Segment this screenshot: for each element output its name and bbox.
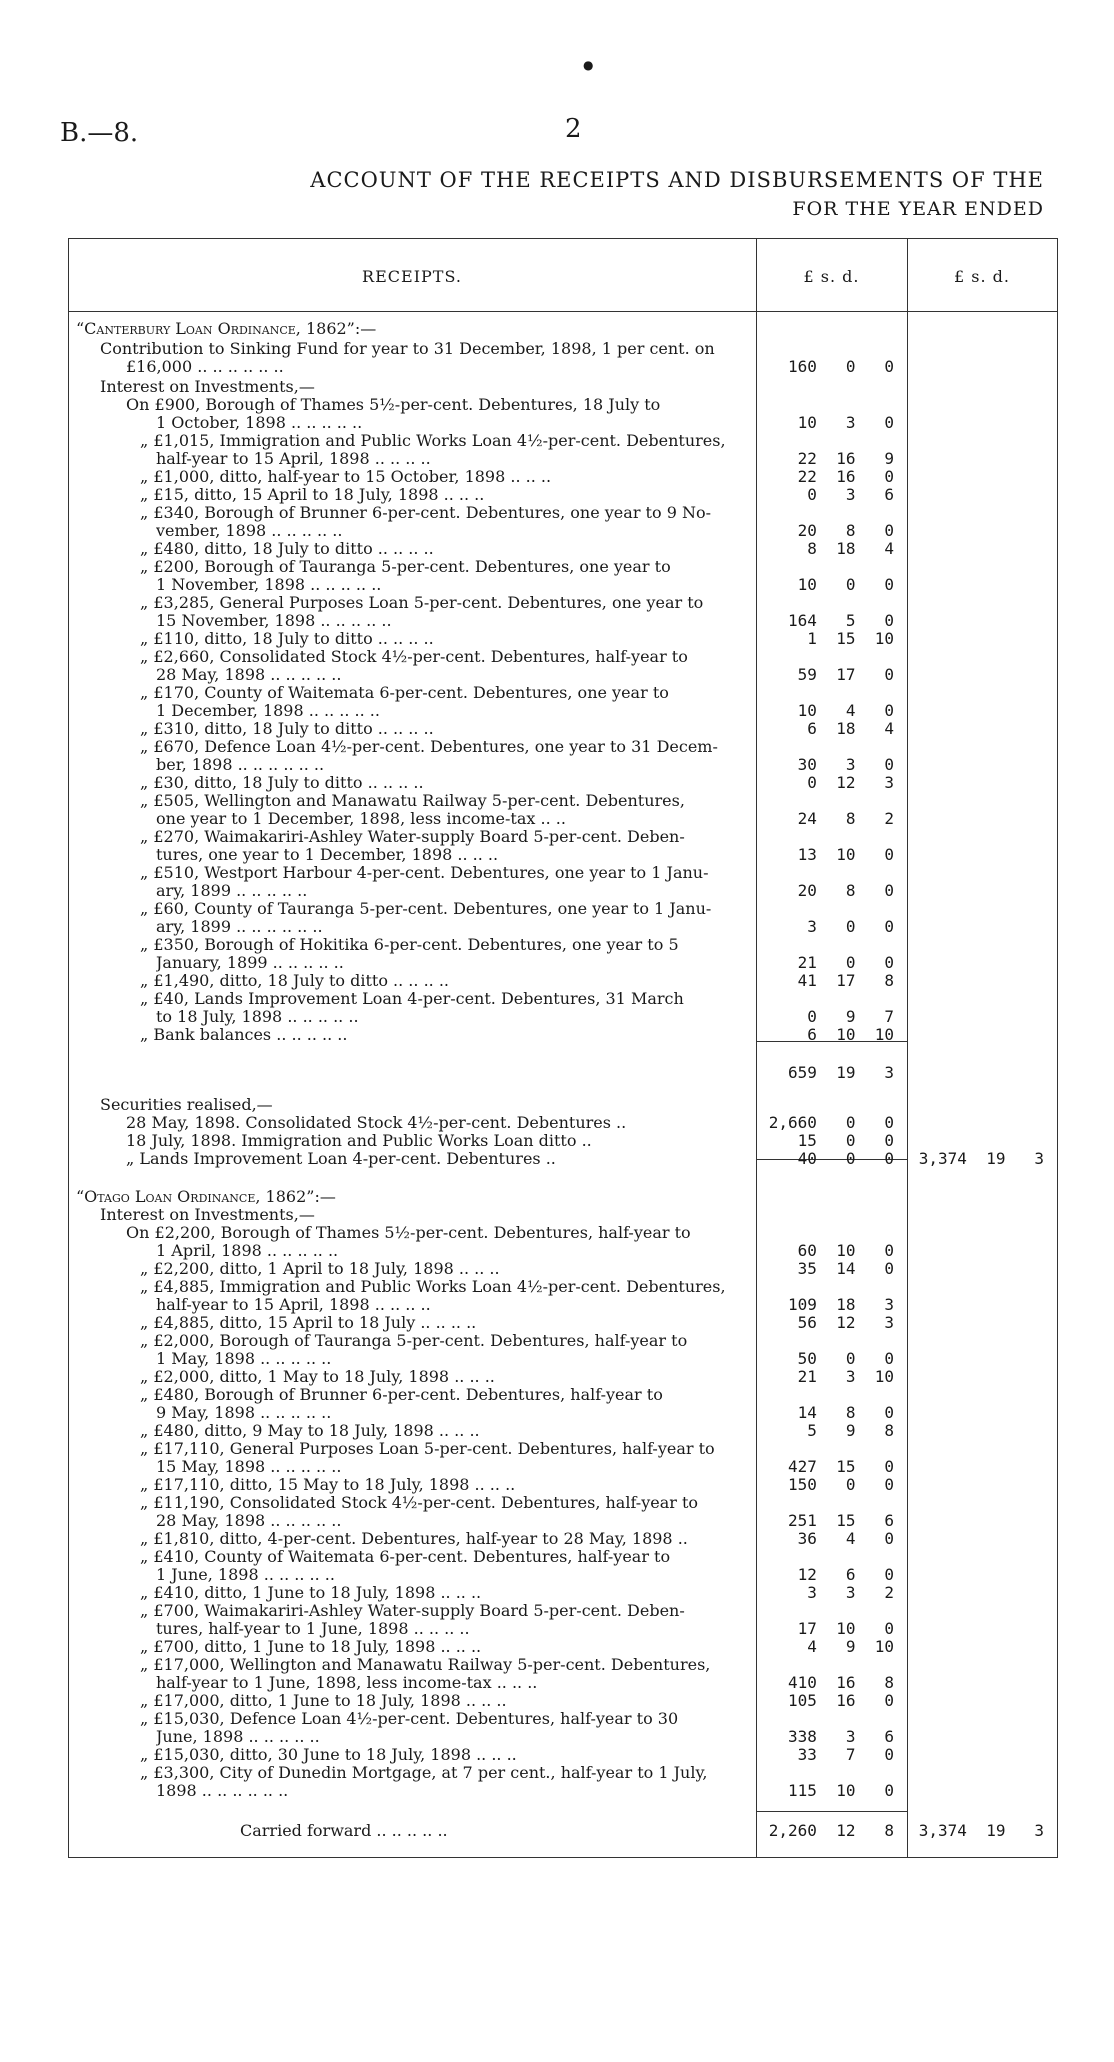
amount-cell: 10 0 0 <box>797 575 894 594</box>
entry-text: 18 July, 1898. Immigration and Public Works Loan ditto .. <box>126 1131 592 1150</box>
entry-text: On £2,200, Borough of Thames 5½-per-cent. Debentures, half-year to <box>126 1223 691 1242</box>
amount-cell: 36 4 0 <box>797 1529 894 1548</box>
entry-text: „ £350, Borough of Hokitika 6-per-cent. Debentures, one year to 5 <box>140 935 679 954</box>
amount-cell: 0 3 6 <box>807 485 894 504</box>
entry-text: ber, 1898 .. .. .. .. .. .. <box>156 755 325 774</box>
entry-text: „ £2,200, ditto, 1 April to 18 July, 1898 .. .. .. <box>140 1259 500 1278</box>
amount-cell: 4 9 10 <box>807 1637 894 1656</box>
entry-text: „ Bank balances .. .. .. .. .. <box>140 1025 348 1044</box>
amount-cell: 33 7 0 <box>797 1745 894 1764</box>
entry-text: „ £340, Borough of Brunner 6-per-cent. Debentures, one year to 9 No- <box>140 503 711 522</box>
entry-text: Carried forward .. .. .. .. .. <box>240 1821 448 1840</box>
entry-text: „ £410, County of Waitemata 6-per-cent. Debentures, half-year to <box>140 1547 671 1566</box>
amount-cell: 41 17 8 <box>797 971 894 990</box>
amount-cell: 427 15 0 <box>788 1457 894 1476</box>
entry-text: 9 May, 1898 .. .. .. .. .. <box>156 1403 332 1422</box>
money-column-1-header: £ s. d. <box>803 266 860 286</box>
amount-cell: 20 8 0 <box>797 881 894 900</box>
amount-cell: 40 0 0 <box>797 1149 894 1168</box>
entry-text: „ £2,660, Consolidated Stock 4½-per-cent. Debentures, half-year to <box>140 647 688 666</box>
entry-text: ary, 1899 .. .. .. .. .. .. <box>156 917 323 936</box>
amount-cell: 0 9 7 <box>807 1007 894 1026</box>
entry-text: tures, half-year to 1 June, 1898 .. .. .. .. <box>156 1619 470 1638</box>
entry-text: „ £670, Defence Loan 4½-per-cent. Debentures, one year to 31 Decem- <box>140 737 718 756</box>
amount-cell: 56 12 3 <box>797 1313 894 1332</box>
amount-cell: 109 18 3 <box>788 1295 894 1314</box>
column-divider-2 <box>907 239 908 1857</box>
entry-text: ary, 1899 .. .. .. .. .. <box>156 881 308 900</box>
amount-cell: 24 8 2 <box>797 809 894 828</box>
table-left-border <box>68 239 69 1857</box>
entry-text: „ £1,015, Immigration and Public Works Loan 4½-per-cent. Debentures, <box>140 431 726 450</box>
entry-text: Securities realised,— <box>100 1095 273 1114</box>
amount-cell: 251 15 6 <box>788 1511 894 1530</box>
entry-text: „ £700, ditto, 1 June to 18 July, 1898 .. .. .. <box>140 1637 482 1656</box>
amount-cell: 50 0 0 <box>797 1349 894 1368</box>
amount-cell: 59 17 0 <box>797 665 894 684</box>
amount-cell: 3 3 2 <box>807 1583 894 1602</box>
entry-text: Interest on Investments,— <box>100 1205 315 1224</box>
entry-text: „ £15,030, ditto, 30 June to 18 July, 1898 .. .. .. <box>140 1745 517 1764</box>
receipts-table <box>68 238 1058 1858</box>
entry-text: 1 November, 1898 .. .. .. .. .. <box>156 575 382 594</box>
document-reference: B.—8. <box>60 118 139 148</box>
amount-cell: 164 5 0 <box>788 611 894 630</box>
amount-cell: 13 10 0 <box>797 845 894 864</box>
amount-cell: 21 0 0 <box>797 953 894 972</box>
entry-text: half-year to 15 April, 1898 .. .. .. .. <box>156 1295 431 1314</box>
entry-text: „ £1,000, ditto, half-year to 15 October, 1898 .. .. .. <box>140 467 552 486</box>
amount-cell: 10 3 0 <box>797 413 894 432</box>
amount-cell: 659 19 3 <box>788 1063 894 1082</box>
entry-text: 1 December, 1898 .. .. .. .. .. <box>156 701 380 720</box>
entry-text: „ £480, ditto, 18 July to ditto .. .. .. .. <box>140 539 434 558</box>
amount-cell: 5 9 8 <box>807 1421 894 1440</box>
entry-text: January, 1899 .. .. .. .. .. <box>156 953 344 972</box>
entry-text: half-year to 15 April, 1898 .. .. .. .. <box>156 449 431 468</box>
amount-cell: 0 12 3 <box>807 773 894 792</box>
entry-text: 1 October, 1898 .. .. .. .. .. <box>156 413 363 432</box>
page-subtitle <box>792 198 1044 220</box>
entry-text: „ £30, ditto, 18 July to ditto .. .. .. .. <box>140 773 424 792</box>
entry-text: Contribution to Sinking Fund for year to 31 December, 1898, 1 per cent. on <box>100 339 715 358</box>
amount-cell: 20 8 0 <box>797 521 894 540</box>
entry-text: „ £480, Borough of Brunner 6-per-cent. Debentures, half-year to <box>140 1385 663 1404</box>
entry-text: 28 May, 1898. Consolidated Stock 4½-per-cent. Debentures .. <box>126 1113 627 1132</box>
entry-text: „ £40, Lands Improvement Loan 4-per-cent. Debentures, 31 March <box>140 989 684 1008</box>
amount-cell: 6 10 10 <box>807 1025 894 1044</box>
amount-cell: 150 0 0 <box>788 1475 894 1494</box>
entry-text: tures, one year to 1 December, 1898 .. .. .. <box>156 845 499 864</box>
entry-text: „ £4,885, Immigration and Public Works Loan 4½-per-cent. Debentures, <box>140 1277 726 1296</box>
total-amount-cell: 3,374 19 3 <box>918 1821 1044 1840</box>
amount-cell: 12 6 0 <box>797 1565 894 1584</box>
table-right-border <box>1057 239 1058 1857</box>
entry-text: „ £17,000, Wellington and Manawatu Railway 5-per-cent. Debentures, <box>140 1655 711 1674</box>
entry-text: „ £310, ditto, 18 July to ditto .. .. .. .. <box>140 719 434 738</box>
money-column-2-header: £ s. d. <box>954 266 1010 286</box>
amount-cell: 338 3 6 <box>788 1727 894 1746</box>
amount-cell: 2,260 12 8 <box>768 1821 894 1840</box>
entry-text: On £900, Borough of Thames 5½-per-cent. Debentures, 18 July to <box>126 395 661 414</box>
section-heading: “Canterbury Loan Ordinance, 1862”:— <box>76 319 377 338</box>
entry-text: „ £480, ditto, 9 May to 18 July, 1898 .. .. .. <box>140 1421 480 1440</box>
amount-cell: 60 10 0 <box>797 1241 894 1260</box>
entry-text: 1898 .. .. .. .. .. .. <box>156 1781 289 1800</box>
amount-cell: 10 4 0 <box>797 701 894 720</box>
entry-text: vember, 1898 .. .. .. .. .. <box>156 521 343 540</box>
entry-text: to 18 July, 1898 .. .. .. .. .. <box>156 1007 359 1026</box>
entry-text: „ £2,000, ditto, 1 May to 18 July, 1898 .. .. .. <box>140 1367 495 1386</box>
receipts-column-header: RECEIPTS. <box>362 266 462 286</box>
entry-text: 28 May, 1898 .. .. .. .. .. <box>156 1511 342 1530</box>
page-number: 2 <box>565 114 582 144</box>
header-rule <box>68 311 1058 312</box>
entry-text: „ £510, Westport Harbour 4-per-cent. Debentures, one year to 1 Janu- <box>140 863 709 882</box>
amount-cell: 22 16 0 <box>797 467 894 486</box>
title-line-1: ACCOUNT OF THE RECEIPTS AND DISBURSEMENTS OF THE <box>310 168 1044 192</box>
total-amount-cell: 3,374 19 3 <box>918 1149 1044 1168</box>
page-mark: ● <box>583 58 594 72</box>
entry-text: „ £1,810, ditto, 4-per-cent. Debentures, half-year to 28 May, 1898 .. <box>140 1529 688 1548</box>
entry-text: „ £270, Waimakariri-Ashley Water-supply Board 5-per-cent. Deben- <box>140 827 685 846</box>
entry-text: „ £3,300, City of Dunedin Mortgage, at 7 per cent., half-year to 1 July, <box>140 1763 708 1782</box>
entry-text: „ £4,885, ditto, 15 April to 18 July .. .. .. .. <box>140 1313 477 1332</box>
entry-text: 28 May, 1898 .. .. .. .. .. <box>156 665 342 684</box>
entry-text: 15 November, 1898 .. .. .. .. .. <box>156 611 392 630</box>
entry-text: „ £11,190, Consolidated Stock 4½-per-cent. Debentures, half-year to <box>140 1493 699 1512</box>
amount-cell: 15 0 0 <box>797 1131 894 1150</box>
amount-cell: 14 8 0 <box>797 1403 894 1422</box>
section-heading: “Otago Loan Ordinance, 1862”:— <box>76 1187 336 1206</box>
entry-text: „ £700, Waimakariri-Ashley Water-supply Board 5-per-cent. Deben- <box>140 1601 685 1620</box>
title-line-2: FOR THE YEAR ENDED <box>792 198 1044 220</box>
entry-text: „ £3,285, General Purposes Loan 5-per-cent. Debentures, one year to <box>140 593 704 612</box>
entry-text: „ £170, County of Waitemata 6-per-cent. Debentures, one year to <box>140 683 669 702</box>
amount-cell: 115 10 0 <box>788 1781 894 1800</box>
entry-text: „ £17,110, General Purposes Loan 5-per-cent. Debentures, half-year to <box>140 1439 715 1458</box>
entry-text: one year to 1 December, 1898, less income-tax .. .. <box>156 809 566 828</box>
entry-text: „ £1,490, ditto, 18 July to ditto .. .. .. .. <box>140 971 449 990</box>
column-divider-1 <box>756 239 757 1857</box>
amount-cell: 1 15 10 <box>807 629 894 648</box>
amount-cell: 17 10 0 <box>797 1619 894 1638</box>
entry-text: 1 June, 1898 .. .. .. .. .. <box>156 1565 335 1584</box>
entry-text: half-year to 1 June, 1898, less income-tax .. .. .. <box>156 1673 538 1692</box>
amount-cell: 21 3 10 <box>797 1367 894 1386</box>
amount-cell: 30 3 0 <box>797 755 894 774</box>
entry-text: „ £2,000, Borough of Tauranga 5-per-cent. Debentures, half-year to <box>140 1331 688 1350</box>
entry-text: 1 May, 1898 .. .. .. .. .. <box>156 1349 332 1368</box>
amount-cell: 2,660 0 0 <box>768 1113 894 1132</box>
entry-text: „ £60, County of Tauranga 5-per-cent. Debentures, one year to 1 Janu- <box>140 899 712 918</box>
amount-cell: 22 16 9 <box>797 449 894 468</box>
amount-cell: 6 18 4 <box>807 719 894 738</box>
entry-text: „ £15,030, Defence Loan 4½-per-cent. Debentures, half-year to 30 <box>140 1709 679 1728</box>
entry-text: „ £110, ditto, 18 July to ditto .. .. .. .. <box>140 629 434 648</box>
amount-cell: 8 18 4 <box>807 539 894 558</box>
page-title <box>310 168 1044 192</box>
entry-text: „ £410, ditto, 1 June to 18 July, 1898 .. .. .. <box>140 1583 482 1602</box>
amount-cell: 105 16 0 <box>788 1691 894 1710</box>
entry-text: £16,000 .. .. .. .. .. .. <box>126 357 284 376</box>
entry-text: „ £505, Wellington and Manawatu Railway 5-per-cent. Debentures, <box>140 791 685 810</box>
entry-text: „ Lands Improvement Loan 4-per-cent. Debentures .. <box>126 1149 556 1168</box>
entry-text: „ £17,000, ditto, 1 June to 18 July, 1898 .. .. .. <box>140 1691 507 1710</box>
entry-text: June, 1898 .. .. .. .. .. <box>156 1727 320 1746</box>
amount-cell: 160 0 0 <box>788 357 894 376</box>
entry-text: „ £15, ditto, 15 April to 18 July, 1898 .. .. .. <box>140 485 485 504</box>
amount-cell: 3 0 0 <box>807 917 894 936</box>
entry-text: „ £17,110, ditto, 15 May to 18 July, 1898 .. .. .. <box>140 1475 516 1494</box>
entry-text: „ £200, Borough of Tauranga 5-per-cent. Debentures, one year to <box>140 557 671 576</box>
entry-text: Interest on Investments,— <box>100 377 315 396</box>
entry-text: 15 May, 1898 .. .. .. .. .. <box>156 1457 342 1476</box>
amount-cell: 410 16 8 <box>788 1673 894 1692</box>
entry-text: 1 April, 1898 .. .. .. .. .. <box>156 1241 339 1260</box>
carried-forward-rule <box>756 1811 907 1812</box>
amount-cell: 35 14 0 <box>797 1259 894 1278</box>
